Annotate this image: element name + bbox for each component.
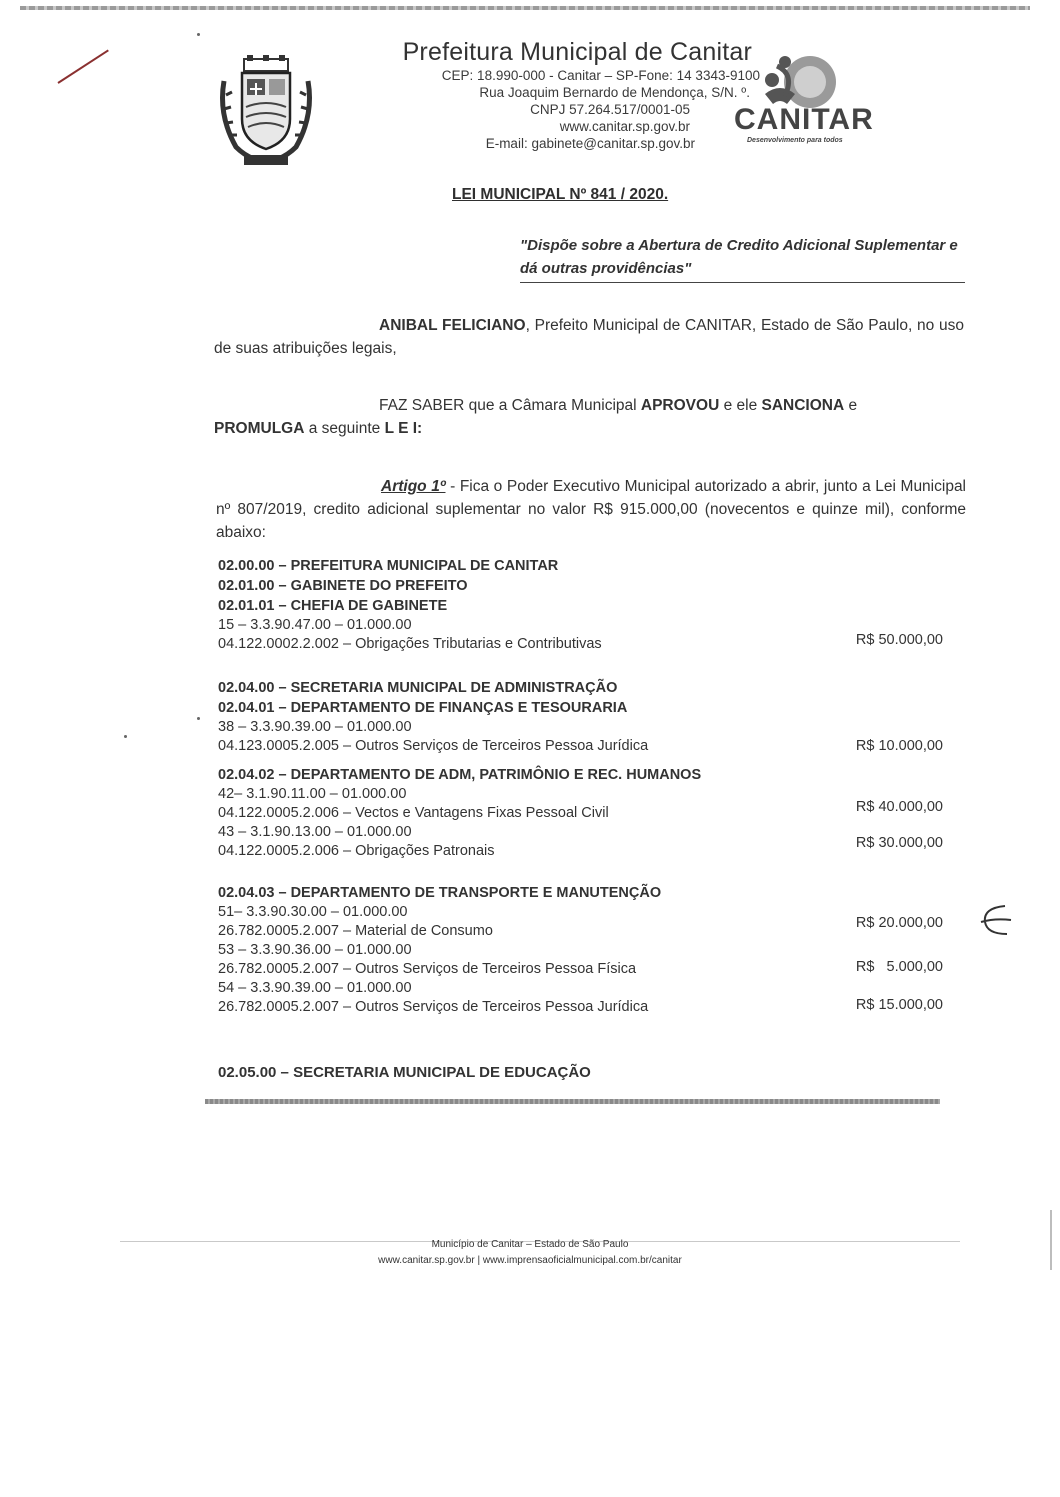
budget-amount: R$ 30.000,00	[855, 835, 943, 851]
next-section-heading: 02.05.00 – SECRETARIA MUNICIPAL DE EDUCAÇÃO	[218, 1064, 591, 1081]
budget-amount: R$ 10.000,00	[855, 738, 943, 754]
header-address: Rua Joaquim Bernardo de Mendonça, S/N. º.	[479, 85, 750, 100]
logo-tagline: Desenvolvimento para todos	[747, 137, 843, 144]
law-ementa: "Dispõe sobre a Abertura de Credito Adicional Suplementar e dá outras providências"	[520, 234, 965, 283]
faz-saber-text: FAZ SABER que a Câmara Municipal	[379, 397, 641, 414]
section-divider-bar	[205, 1099, 940, 1104]
budget-line	[218, 998, 943, 1017]
lei-text: L E I:	[384, 420, 423, 437]
header-email: E-mail: gabinete@canitar.sp.gov.br	[485, 136, 695, 151]
budget-description: 04.122.0005.2.006 – Vectos e Vantagens Fixas Pessoal Civil	[218, 805, 609, 821]
budget-heading: 02.04.02 – DEPARTAMENTO DE ADM, PATRIMÔNIO E REC. HUMANOS	[218, 767, 702, 783]
promulga-text: PROMULGA	[214, 420, 305, 437]
budget-line	[218, 915, 943, 941]
pen-mark	[57, 49, 108, 83]
header-cep: CEP: 18.990-000 - Canitar – SP-Fone: 14 3343-9100	[441, 68, 760, 83]
faz-saber-text: a seguinte	[304, 420, 385, 437]
budget-description: 04.122.0005.2.006 – Obrigações Patronais	[218, 843, 495, 859]
intro-text: , Prefeito Municipal de CANITAR, Estado de São Paulo, no uso de suas atribuições legais,	[214, 317, 964, 357]
budget-amount: R$ 40.000,00	[855, 799, 943, 815]
budget-line	[218, 632, 943, 654]
budget-code: 51– 3.3.90.30.00 – 01.000.00	[218, 904, 408, 920]
budget-heading: 02.04.03 – DEPARTAMENTO DE TRANSPORTE E MANUTENÇÃO	[218, 885, 662, 901]
budget-description: 26.782.0005.2.007 – Material de Consumo	[218, 923, 493, 939]
budget-heading: 02.00.00 – PREFEITURA MUNICIPAL DE CANITAR	[218, 558, 559, 574]
faz-saber-text: e ele	[719, 397, 762, 414]
header-cnpj: CNPJ 57.264.517/0001-05	[530, 102, 690, 117]
law-title: LEI MUNICIPAL Nº 841 / 2020.	[452, 186, 669, 203]
scan-edge-top	[20, 6, 1030, 10]
budget-code: 54 – 3.3.90.39.00 – 01.000.00	[218, 980, 412, 996]
budget-code: 43 – 3.1.90.13.00 – 01.000.00	[218, 824, 412, 840]
budget-amount: R$ 20.000,00	[855, 915, 943, 931]
budget-amount: R$ 5.000,00	[855, 959, 943, 975]
aprovou-text: APROVOU	[640, 397, 720, 414]
header-website: www.canitar.sp.gov.br	[559, 119, 690, 134]
budget-heading: 02.04.01 – DEPARTAMENTO DE FINANÇAS E TESOURARIA	[218, 700, 628, 716]
budget-line	[218, 960, 943, 979]
footer-municipality: Município de Canitar – Estado de São Paulo	[431, 1239, 629, 1250]
logo-wordmark: CANITAR	[734, 103, 874, 136]
letterhead	[300, 38, 760, 152]
budget-heading: 02.01.00 – GABINETE DO PREFEITO	[218, 578, 468, 594]
scan-speck	[197, 717, 200, 720]
budget-line	[218, 799, 943, 823]
budget-section	[218, 883, 943, 1017]
budget-section	[218, 765, 943, 861]
municipality-title: Prefeitura Municipal de Canitar	[402, 38, 752, 66]
footer-links: www.canitar.sp.gov.br | www.imprensaoficialmunicipal.com.br/canitar	[378, 1255, 682, 1266]
artigo-1-paragraph	[216, 475, 966, 544]
budget-code: 42– 3.1.90.11.00 – 01.000.00	[218, 786, 407, 802]
artigo-1-label: Artigo 1º	[381, 478, 446, 495]
intro-paragraph	[214, 314, 964, 360]
budget-amount: R$ 50.000,00	[855, 632, 943, 648]
budget-heading: 02.01.01 – CHEFIA DE GABINETE	[218, 598, 448, 614]
budget-code: 53 – 3.3.90.36.00 – 01.000.00	[218, 942, 412, 958]
budget-description: 04.123.0005.2.005 – Outros Serviços de Terceiros Pessoa Jurídica	[218, 738, 649, 754]
mayor-name: ANIBAL FELICIANO	[379, 317, 526, 334]
budget-section	[218, 678, 943, 756]
budget-amount: R$ 15.000,00	[855, 997, 943, 1013]
budget-heading: 02.04.00 – SECRETARIA MUNICIPAL DE ADMINISTRAÇÃO	[218, 680, 618, 696]
budget-code: 38 – 3.3.90.39.00 – 01.000.00	[218, 719, 412, 735]
budget-description: 26.782.0005.2.007 – Outros Serviços de Terceiros Pessoa Física	[218, 961, 637, 977]
budget-description: 04.122.0002.2.002 – Obrigações Tributarias e Contributivas	[218, 636, 602, 652]
budget-line	[218, 737, 943, 756]
faz-saber-text: e	[844, 397, 858, 414]
budget-description: 26.782.0005.2.007 – Outros Serviços de Terceiros Pessoa Jurídica	[218, 999, 649, 1015]
promulgation-paragraph	[214, 394, 966, 440]
sanciona-text: SANCIONA	[761, 397, 845, 414]
artigo-1-text: - Fica o Poder Executivo Municipal autorizado a abrir, junto a Lei Municipal nº 807/2019, credito adicional suplementar no valor R$ 915.000,00 (novecentos e quinze mil), conforme abaixo:	[216, 478, 967, 541]
handwritten-mark-icon	[975, 900, 1019, 944]
scan-speck	[124, 735, 127, 738]
budget-section	[218, 556, 943, 654]
scan-speck	[197, 33, 200, 36]
budget-line	[218, 835, 943, 861]
budget-code: 15 – 3.3.90.47.00 – 01.000.00	[218, 617, 412, 633]
